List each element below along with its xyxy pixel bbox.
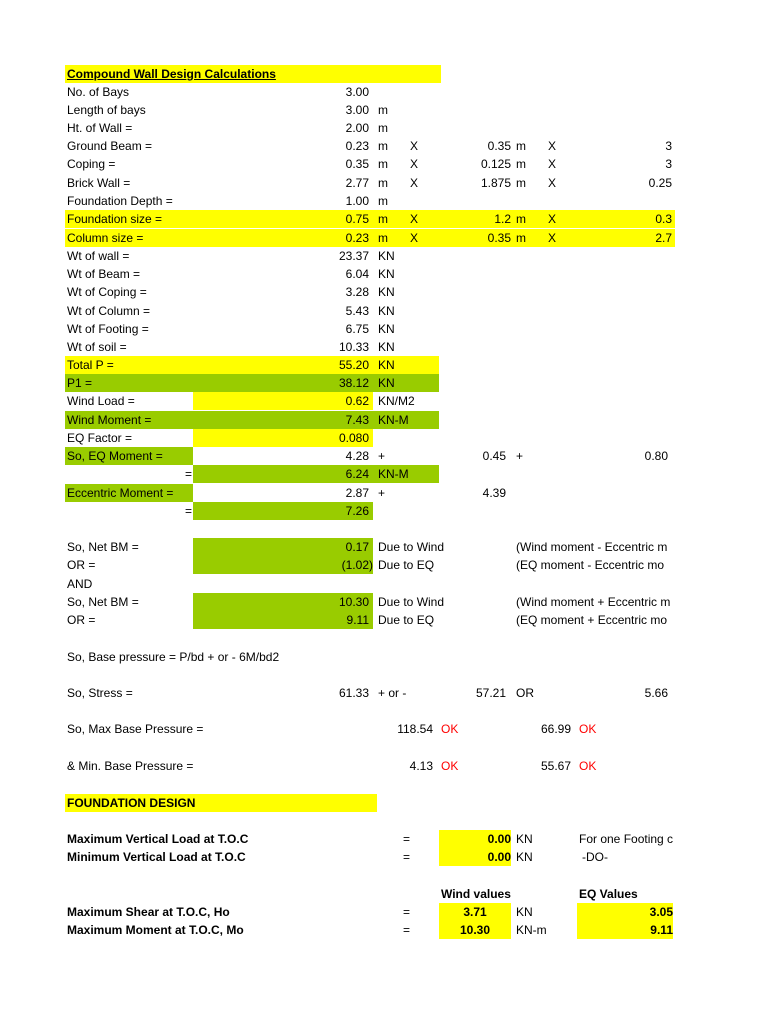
desc-net-bm-2: Due to EQ — [378, 558, 435, 572]
label-wt-beam: Wt of Beam = — [67, 267, 141, 281]
label-coping: Coping = — [67, 157, 116, 171]
label-net-bm-3: So, Net BM = — [67, 595, 139, 609]
label-max-vertical-load: Maximum Vertical Load at T.O.C — [67, 832, 249, 846]
value3-ground-beam: 3 — [665, 139, 672, 153]
unit-brick-wall: m — [378, 176, 388, 190]
x-foundation-size-2: X — [548, 212, 557, 226]
note-min-vertical-load: -DO- — [582, 850, 608, 864]
label-foundation-depth: Foundation Depth = — [67, 194, 173, 208]
label-max-moment: Maximum Moment at T.O.C, Mo — [67, 923, 244, 937]
value-foundation-depth: 1.00 — [345, 194, 369, 208]
value-wt-coping: 3.28 — [345, 285, 369, 299]
value2-column-size: 0.35 — [487, 231, 511, 245]
unit-min-vertical-load: KN — [516, 850, 533, 864]
unit2-ground-beam: m — [516, 139, 526, 153]
value-max-moment-eq: 9.11 — [577, 921, 673, 939]
value-wt-soil: 10.33 — [338, 340, 369, 354]
x-brick-wall-2: X — [548, 176, 557, 190]
label-brick-wall: Brick Wall = — [67, 176, 131, 190]
label-max-shear: Maximum Shear at T.O.C, Ho — [67, 905, 230, 919]
x-foundation-size-1: X — [410, 212, 419, 226]
label-wt-footing: Wt of Footing = — [67, 322, 149, 336]
value-net-bm-1: 0.17 — [345, 540, 369, 554]
eq-sign-max-vertical-load: = — [403, 832, 411, 846]
x-coping-2: X — [548, 157, 557, 171]
label-ground-beam: Ground Beam = — [67, 139, 153, 153]
label-min-base-pressure: & Min. Base Pressure = — [67, 759, 194, 773]
note-net-bm-4: (EQ moment + Eccentric mo — [516, 613, 668, 627]
value3-eq-moment: 0.80 — [644, 449, 668, 463]
unit-foundation-depth: m — [378, 194, 388, 208]
eq-sign-max-moment: = — [403, 923, 411, 937]
header-wind-values: Wind values — [441, 887, 511, 901]
value2-eccentric-moment: 4.39 — [482, 486, 506, 500]
value-wind-moment: 7.43 — [345, 413, 369, 427]
unit-max-vertical-load: KN — [516, 832, 533, 846]
value3-column-size: 2.7 — [655, 231, 672, 245]
value-brick-wall: 2.77 — [345, 176, 369, 190]
label-bays: No. of Bays — [67, 85, 130, 99]
x-ground-beam-1: X — [410, 139, 419, 153]
value-max-shear-eq: 3.05 — [577, 903, 673, 921]
value-ht: 2.00 — [345, 121, 369, 135]
value-max-base-pressure-2: 66.99 — [540, 722, 571, 736]
value-wt-wall: 23.37 — [338, 249, 369, 263]
eq-sign-eq-moment: = — [184, 467, 192, 481]
unit-wind-load: KN/M2 — [378, 394, 415, 408]
value3-coping: 3 — [665, 157, 672, 171]
value-wt-column: 5.43 — [345, 304, 369, 318]
value-min-base-pressure-1: 4.13 — [409, 759, 433, 773]
stress-or: OR — [516, 686, 534, 700]
label-max-base-pressure: So, Max Base Pressure = — [67, 722, 204, 736]
note-max-vertical-load: For one Footing c — [579, 832, 674, 846]
value-eq-factor: 0.080 — [338, 431, 369, 445]
value-p1: 38.12 — [338, 376, 369, 390]
plus-eq-moment-2: + — [516, 449, 524, 463]
unit-wt-column: KN — [378, 304, 395, 318]
value-eccentric-total: 7.26 — [345, 504, 369, 518]
label-eq-factor: EQ Factor = — [67, 431, 133, 445]
note-net-bm-1: (Wind moment - Eccentric m — [516, 540, 668, 554]
value2-brick-wall: 1.875 — [480, 176, 511, 190]
value2-coping: 0.125 — [480, 157, 511, 171]
unit-length: m — [378, 103, 388, 117]
label-wind-load: Wind Load = — [67, 394, 135, 408]
unit-wt-footing: KN — [378, 322, 395, 336]
eq-sign-min-vertical-load: = — [403, 850, 411, 864]
unit-eq-moment-total: KN-M — [378, 467, 409, 481]
unit-ht: m — [378, 121, 388, 135]
unit-wind-moment: KN-M — [378, 413, 409, 427]
unit-wt-wall: KN — [378, 249, 395, 263]
label-wt-column: Wt of Column = — [67, 304, 151, 318]
unit-wt-coping: KN — [378, 285, 395, 299]
label-wt-soil: Wt of soil = — [67, 340, 127, 354]
label-total-p: Total P = — [67, 358, 114, 372]
value-column-size: 0.23 — [345, 231, 369, 245]
value-bays: 3.00 — [345, 85, 369, 99]
value-stress-1: 61.33 — [338, 686, 369, 700]
label-eq-moment: So, EQ Moment = — [67, 449, 163, 463]
ok-max-base-pressure-1: OK — [441, 722, 459, 736]
x-ground-beam-2: X — [548, 139, 557, 153]
label-wt-wall: Wt of wall = — [67, 249, 130, 263]
label-column-size: Column size = — [67, 231, 144, 245]
base-pressure-formula: So, Base pressure = P/bd + or - 6M/bd2 — [67, 650, 280, 664]
value-total-p: 55.20 — [338, 358, 369, 372]
label-stress: So, Stress = — [67, 686, 133, 700]
value-foundation-size: 0.75 — [345, 212, 369, 226]
label-wt-coping: Wt of Coping = — [67, 285, 147, 299]
x-brick-wall-1: X — [410, 176, 419, 190]
value-min-vertical-load: 0.00 — [439, 848, 511, 866]
unit2-brick-wall: m — [516, 176, 526, 190]
value-length: 3.00 — [345, 103, 369, 117]
ok-max-base-pressure-2: OK — [579, 722, 597, 736]
value-eccentric-moment: 2.87 — [345, 486, 369, 500]
value3-foundation-size: 0.3 — [655, 212, 672, 226]
value-eq-moment-total: 6.24 — [345, 467, 369, 481]
value-min-base-pressure-2: 55.67 — [540, 759, 571, 773]
value-coping: 0.35 — [345, 157, 369, 171]
label-net-bm-4: OR = — [67, 613, 96, 627]
unit-max-shear: KN — [516, 905, 533, 919]
desc-net-bm-1: Due to Wind — [378, 540, 445, 554]
eq-sign-max-shear: = — [403, 905, 411, 919]
plus-eq-moment-1: + — [378, 449, 386, 463]
value-max-vertical-load: 0.00 — [439, 830, 511, 848]
label-min-vertical-load: Minimum Vertical Load at T.O.C — [67, 850, 246, 864]
value2-eq-moment: 0.45 — [482, 449, 506, 463]
ok-min-base-pressure-2: OK — [579, 759, 597, 773]
unit-max-moment: KN-m — [516, 923, 547, 937]
stress-operator: + or - — [378, 686, 407, 700]
value-ground-beam: 0.23 — [345, 139, 369, 153]
label-and: AND — [67, 577, 93, 591]
value-wind-load: 0.62 — [345, 394, 369, 408]
label-ht: Ht. of Wall = — [67, 121, 133, 135]
unit-ground-beam: m — [378, 139, 388, 153]
unit-wt-beam: KN — [378, 267, 395, 281]
unit-total-p: KN — [378, 358, 395, 372]
sheet-title: Compound Wall Design Calculations — [65, 65, 441, 83]
x-coping-1: X — [410, 157, 419, 171]
x-column-size-2: X — [548, 231, 557, 245]
value-stress-3: 5.66 — [644, 686, 668, 700]
label-foundation-size: Foundation size = — [67, 212, 163, 226]
value2-ground-beam: 0.35 — [487, 139, 511, 153]
foundation-design-title: FOUNDATION DESIGN — [65, 794, 377, 812]
unit-wt-soil: KN — [378, 340, 395, 354]
value-max-base-pressure-1: 118.54 — [397, 722, 433, 736]
desc-net-bm-3: Due to Wind — [378, 595, 445, 609]
unit2-column-size: m — [516, 231, 526, 245]
label-net-bm-1: So, Net BM = — [67, 540, 139, 554]
value-net-bm-2: (1.02) — [341, 558, 373, 572]
value-net-bm-4: 9.11 — [346, 613, 369, 627]
ok-min-base-pressure-1: OK — [441, 759, 459, 773]
value-wt-footing: 6.75 — [345, 322, 369, 336]
value2-foundation-size: 1.2 — [494, 212, 511, 226]
value-net-bm-3: 10.30 — [338, 595, 369, 609]
desc-net-bm-4: Due to EQ — [378, 613, 435, 627]
label-eccentric-moment: Eccentric Moment = — [67, 486, 174, 500]
unit2-foundation-size: m — [516, 212, 526, 226]
label-p1: P1 = — [67, 376, 93, 390]
note-net-bm-3: (Wind moment + Eccentric m — [516, 595, 671, 609]
label-wind-moment: Wind Moment = — [67, 413, 152, 427]
label-net-bm-2: OR = — [67, 558, 96, 572]
unit2-coping: m — [516, 157, 526, 171]
value-max-moment-wind: 10.30 — [439, 921, 511, 939]
unit-column-size: m — [378, 231, 388, 245]
plus-eccentric-moment: + — [378, 486, 386, 500]
header-eq-values: EQ Values — [579, 887, 638, 901]
x-column-size-1: X — [410, 231, 419, 245]
unit-coping: m — [378, 157, 388, 171]
value-max-shear-wind: 3.71 — [439, 903, 511, 921]
value-eq-moment: 4.28 — [345, 449, 369, 463]
value-wt-beam: 6.04 — [345, 267, 369, 281]
value3-brick-wall: 0.25 — [648, 176, 672, 190]
note-net-bm-2: (EQ moment - Eccentric mo — [516, 558, 665, 572]
label-length: Length of bays — [67, 103, 146, 117]
unit-p1: KN — [378, 376, 395, 390]
eq-sign-eccentric: = — [184, 504, 192, 518]
unit-foundation-size: m — [378, 212, 388, 226]
value-stress-2: 57.21 — [475, 686, 506, 700]
